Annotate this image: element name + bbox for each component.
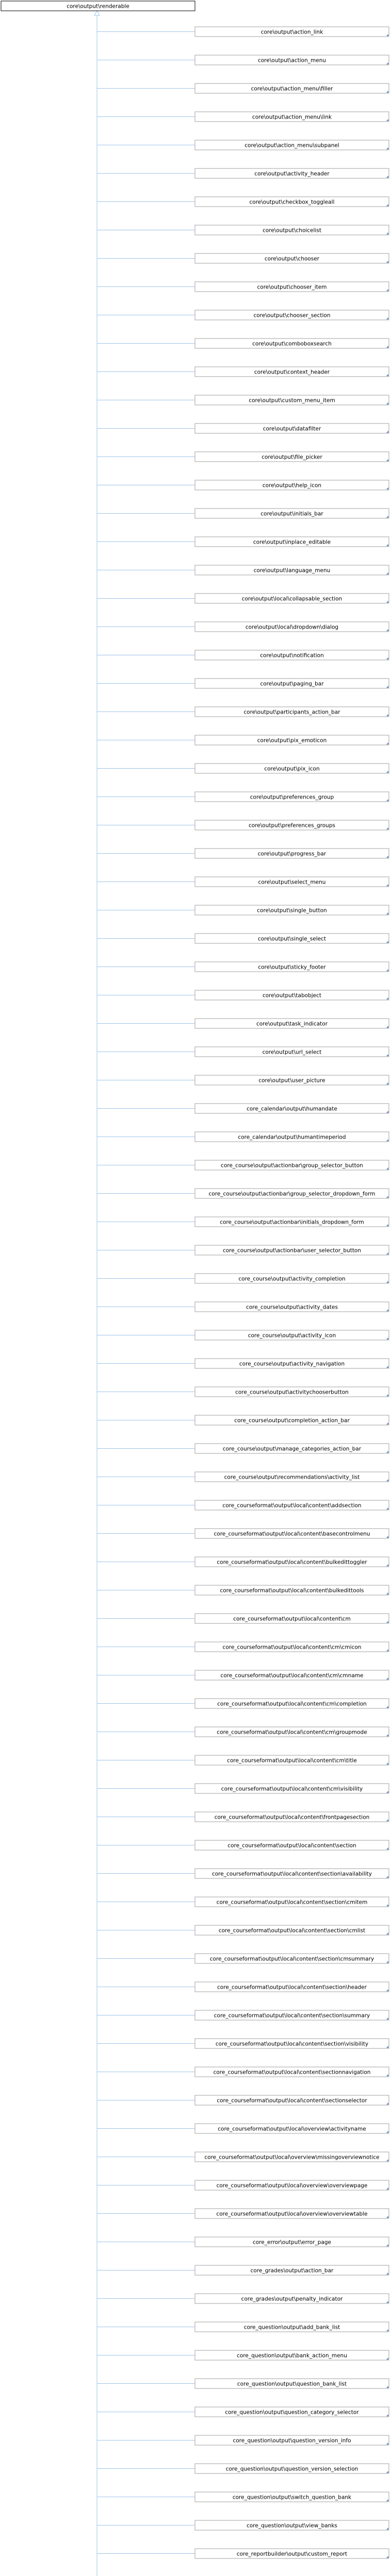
child-node-label: core_courseformat\output\local\content\section\availability <box>211 1871 372 1877</box>
child-node-label: core\output\inplace_editable <box>253 539 331 546</box>
child-node[interactable] <box>195 2549 389 2558</box>
child-node-label: core_course\output\actionbar\initials_dropdown_form <box>220 1219 364 1226</box>
child-node[interactable] <box>195 1585 389 1595</box>
child-node-label: core_calendar\output\humandate <box>247 1106 337 1112</box>
child-node[interactable] <box>195 1529 389 1538</box>
child-node-label: core_courseformat\output\local\content\sectionselector <box>217 2097 367 2104</box>
child-node-label: core\output\file_picker <box>262 454 322 461</box>
child-node[interactable] <box>195 990 389 1000</box>
inheritance-arrow <box>94 11 100 15</box>
child-node[interactable] <box>195 197 389 207</box>
child-node-label: core\output\single_button <box>257 907 327 914</box>
child-node[interactable] <box>195 537 389 547</box>
child-node-label: core\output\sticky_footer <box>258 964 326 971</box>
child-node-label: core_courseformat\output\local\content\cm\title <box>227 1757 357 1764</box>
child-node-label: core_courseformat\output\local\content\sectionnavigation <box>213 2069 371 2076</box>
child-node[interactable] <box>195 1245 389 1255</box>
child-node-label: core\output\single_select <box>258 936 326 942</box>
child-node-label: core_courseformat\output\local\content\frontpagesection <box>214 1814 370 1821</box>
child-node-label: core_courseformat\output\local\content\cm\cmicon <box>222 1644 362 1651</box>
child-node[interactable] <box>195 905 389 915</box>
child-node-label: core_courseformat\output\local\content\bulkedittoggler <box>217 1559 367 1566</box>
child-node-label: core\output\preferences_groups <box>249 822 335 829</box>
child-node[interactable] <box>195 1415 389 1425</box>
root-node-label: core\output\renderable <box>67 3 129 10</box>
child-node[interactable] <box>195 2152 389 2162</box>
child-node[interactable] <box>195 1812 389 1822</box>
child-node-label: core\output\participants_action_bar <box>243 709 340 716</box>
child-node[interactable] <box>195 282 389 292</box>
child-node-label: core\output\notification <box>260 652 324 659</box>
child-node[interactable] <box>195 1217 389 1227</box>
child-node-label: core_courseformat\output\local\content\section\cmlist <box>218 1927 366 1934</box>
child-node-label: core\output\language_menu <box>253 567 331 574</box>
child-node-label: core\output\task_indicator <box>256 1021 328 1027</box>
child-node[interactable] <box>195 2039 389 2048</box>
child-node-label: core_calendar\output\humantimeperiod <box>238 1134 346 1141</box>
child-node-label: core\output\action_menu\subpanel <box>244 142 339 149</box>
edges <box>94 11 195 2576</box>
child-node[interactable] <box>195 2067 389 2077</box>
child-node[interactable] <box>195 2492 389 2502</box>
child-node[interactable] <box>195 2180 389 2190</box>
child-node[interactable] <box>195 1047 389 1057</box>
child-node[interactable] <box>195 2435 389 2445</box>
child-node-label: core\output\help_icon <box>262 482 322 489</box>
child-node-label: core\output\action_link <box>260 29 323 36</box>
child-node-label: core\output\action_menu <box>257 57 326 64</box>
child-node[interactable] <box>195 423 389 433</box>
child-node[interactable] <box>195 27 389 37</box>
child-node-label: core_courseformat\output\local\content\cm\cmname <box>220 1672 364 1679</box>
child-node[interactable] <box>195 679 389 688</box>
child-node[interactable] <box>195 225 389 235</box>
child-node[interactable] <box>195 1642 389 1652</box>
child-node[interactable] <box>195 2209 389 2218</box>
child-node-label: core_courseformat\output\local\overview\activityname <box>218 2126 366 2132</box>
child-node[interactable] <box>195 452 389 462</box>
child-node[interactable] <box>195 1869 389 1878</box>
child-node-label: core_course\output\activity_navigation <box>239 1361 345 1367</box>
child-node-label: core_courseformat\output\local\overview\overviewtable <box>216 2211 368 2217</box>
child-node[interactable] <box>195 650 389 660</box>
child-node[interactable] <box>195 168 389 178</box>
child-node-label: core_question\output\view_banks <box>247 2522 337 2529</box>
child-node[interactable] <box>195 1132 389 1142</box>
child-node[interactable] <box>195 1075 389 1085</box>
child-node-label: core\output\chooser <box>265 256 319 262</box>
child-node[interactable] <box>195 338 389 348</box>
child-node-label: core\output\custom_menu_item <box>249 397 335 404</box>
child-node[interactable] <box>195 962 389 972</box>
child-node-label: core_courseformat\output\local\content\bulkedittools <box>220 1587 364 1594</box>
child-node[interactable] <box>195 2379 389 2388</box>
child-node-label: core\output\datafilter <box>263 426 321 432</box>
child-node-label: core_courseformat\output\local\content\section\cmsummary <box>209 1956 374 1962</box>
child-node-label: core_courseformat\output\local\content\section <box>227 1842 356 1849</box>
child-node[interactable] <box>195 2095 389 2105</box>
child-node-label: core\output\chooser_item <box>257 284 327 291</box>
child-node[interactable] <box>195 1302 389 1312</box>
child-node[interactable] <box>195 735 389 745</box>
child-node-label: core_courseformat\output\local\content\cm\groupmode <box>217 1729 367 1736</box>
child-node-label: core_course\output\activity_dates <box>246 1304 338 1311</box>
child-node[interactable] <box>195 820 389 830</box>
child-node-label: core_courseformat\output\local\content\section\summary <box>214 2012 370 2019</box>
child-node-label: core\output\chooser_section <box>253 312 331 319</box>
child-node[interactable] <box>195 2350 389 2360</box>
child-node-label: core_courseformat\output\local\overview\overviewpage <box>216 2182 368 2189</box>
child-node-label: core\output\comboboxsearch <box>252 341 332 347</box>
child-node-label: core_course\output\activitychooserbutton <box>235 1389 349 1396</box>
child-node-label: core\output\url_select <box>262 1049 322 1056</box>
child-node[interactable] <box>195 367 389 377</box>
child-node-label: core_courseformat\output\local\content\basecontrolmenu <box>214 1531 370 1537</box>
child-node[interactable] <box>195 2010 389 2020</box>
child-node-label: core\output\action_menu\link <box>252 114 332 121</box>
child-node[interactable] <box>195 2407 389 2417</box>
child-node-label: core\output\select_menu <box>258 879 326 886</box>
child-node-label: core_grades\output\action_bar <box>250 2267 334 2274</box>
child-node[interactable] <box>195 1670 389 1680</box>
child-node-label: core\output\progress_bar <box>257 851 326 857</box>
child-node-label: core_courseformat\output\local\overview\missingoverviewnotice <box>204 2154 380 2161</box>
child-node-label: core_course\output\activity_completion <box>238 1276 346 1282</box>
child-node[interactable] <box>195 310 389 320</box>
child-node[interactable] <box>195 55 389 65</box>
child-node-label: core\output\choicelist <box>263 227 321 234</box>
child-node[interactable] <box>195 1104 389 1113</box>
child-node[interactable] <box>195 792 389 802</box>
child-node-label: core\output\paging_bar <box>260 681 324 687</box>
child-node-label: core\output\preferences_group <box>250 794 334 801</box>
child-node[interactable] <box>195 1472 389 1482</box>
child-node[interactable] <box>195 112 389 122</box>
child-node-label: core_error\output\error_page <box>252 2239 332 2246</box>
child-node[interactable] <box>195 1897 389 1907</box>
root-node[interactable] <box>1 1 195 11</box>
child-node[interactable] <box>195 1925 389 1935</box>
child-nodes <box>195 27 389 2576</box>
child-node[interactable] <box>195 480 389 490</box>
child-node-label: core_question\output\bank_action_menu <box>237 2352 347 2359</box>
child-node[interactable] <box>195 1189 389 1198</box>
child-node[interactable] <box>195 1699 389 1708</box>
child-node[interactable] <box>195 1840 389 1850</box>
child-node-label: core_courseformat\output\local\content\addsection <box>222 1502 362 1509</box>
child-node-label: core_reportbuilder\output\custom_report <box>236 2551 348 2557</box>
child-node[interactable] <box>195 509 389 518</box>
child-node[interactable] <box>195 849 389 858</box>
child-node[interactable] <box>195 2322 389 2332</box>
child-node[interactable] <box>195 2294 389 2303</box>
child-node-label: core_courseformat\output\local\content\cm\completion <box>217 1701 367 1707</box>
child-node[interactable] <box>195 1274 389 1283</box>
child-node-label: core_question\output\question_version_info <box>233 2437 351 2444</box>
child-node-label: core_courseformat\output\local\content\section\visibility <box>215 2041 369 2047</box>
child-node[interactable] <box>195 1160 389 1170</box>
child-node[interactable] <box>195 1359 389 1368</box>
child-node[interactable] <box>195 1500 389 1510</box>
child-node-label: core_courseformat\output\local\content\cm <box>233 1616 351 1622</box>
child-node[interactable] <box>195 565 389 575</box>
child-node-label: core\output\tabobject <box>262 992 322 999</box>
child-node-label: core\output\context_header <box>254 369 330 376</box>
child-node[interactable] <box>195 253 389 263</box>
child-node[interactable] <box>195 1784 389 1793</box>
child-node-label: core_courseformat\output\local\content\section\cmitem <box>216 1899 368 1906</box>
child-node[interactable] <box>195 1755 389 1765</box>
child-node[interactable] <box>195 934 389 943</box>
child-node[interactable] <box>195 1444 389 1453</box>
child-node[interactable] <box>195 1387 389 1397</box>
child-node-label: core_course\output\completion_action_bar <box>234 1417 350 1424</box>
child-node[interactable] <box>195 764 389 773</box>
child-node[interactable] <box>195 1019 389 1028</box>
child-node-label: core_question\output\question_category_selector <box>225 2409 359 2416</box>
child-node-label: core\output\local\collapsable_section <box>241 596 342 602</box>
child-node[interactable] <box>195 1982 389 1992</box>
child-node[interactable] <box>195 707 389 717</box>
child-node[interactable] <box>195 140 389 150</box>
child-node-label: core_course\output\manage_categories_action_bar <box>222 1446 362 1452</box>
child-node-label: core_course\output\actionbar\user_selector_button <box>222 1247 362 1254</box>
child-node-label: core_question\output\add_bank_list <box>243 2324 340 2331</box>
child-node-label: core\output\local\dropdown\dialog <box>245 624 339 631</box>
child-node[interactable] <box>195 2124 389 2133</box>
child-node[interactable] <box>195 2464 389 2473</box>
child-node[interactable] <box>195 1614 389 1623</box>
child-node-label: core\output\activity_header <box>254 171 330 177</box>
child-node[interactable] <box>195 594 389 603</box>
child-node-label: core_course\output\actionbar\group_selector_dropdown_form <box>208 1191 375 1197</box>
child-node-label: core_grades\output\penalty_indicator <box>241 2296 343 2302</box>
child-node-label: core_courseformat\output\local\content\cm\visibility <box>221 1786 363 1792</box>
child-node[interactable] <box>195 1330 389 1340</box>
child-node[interactable] <box>195 2520 389 2530</box>
child-node[interactable] <box>195 877 389 887</box>
child-node[interactable] <box>195 1954 389 1963</box>
child-node-label: core_course\output\activity_icon <box>248 1332 336 1339</box>
child-node[interactable] <box>195 1727 389 1737</box>
child-node-label: core\output\initials_bar <box>260 511 323 517</box>
child-node-label: core\output\action_menu\filler <box>251 86 333 92</box>
child-node-label: core_course\output\recommendations\activity_list <box>224 1474 360 1481</box>
child-node-label: core_question\output\question_bank_list <box>237 2381 347 2387</box>
child-node[interactable] <box>195 2265 389 2275</box>
child-node[interactable] <box>195 395 389 405</box>
child-node-label: core_course\output\actionbar\group_selector_button <box>221 1162 363 1169</box>
child-node-label: core\output\user_picture <box>258 1077 325 1084</box>
child-node[interactable] <box>195 622 389 632</box>
child-node-label: core\output\checkbox_toggleall <box>249 199 335 206</box>
child-node[interactable] <box>195 1557 389 1567</box>
child-node-label: core\output\pix_emoticon <box>257 737 327 744</box>
child-node[interactable] <box>195 83 389 93</box>
child-node-label: core_question\output\switch_question_bank <box>232 2494 352 2501</box>
child-node-label: core_question\output\question_version_selection <box>225 2466 358 2472</box>
child-node[interactable] <box>195 2237 389 2247</box>
child-node-label: core\output\pix_icon <box>264 766 320 772</box>
child-node-label: core_courseformat\output\local\content\section\header <box>217 1984 367 1991</box>
